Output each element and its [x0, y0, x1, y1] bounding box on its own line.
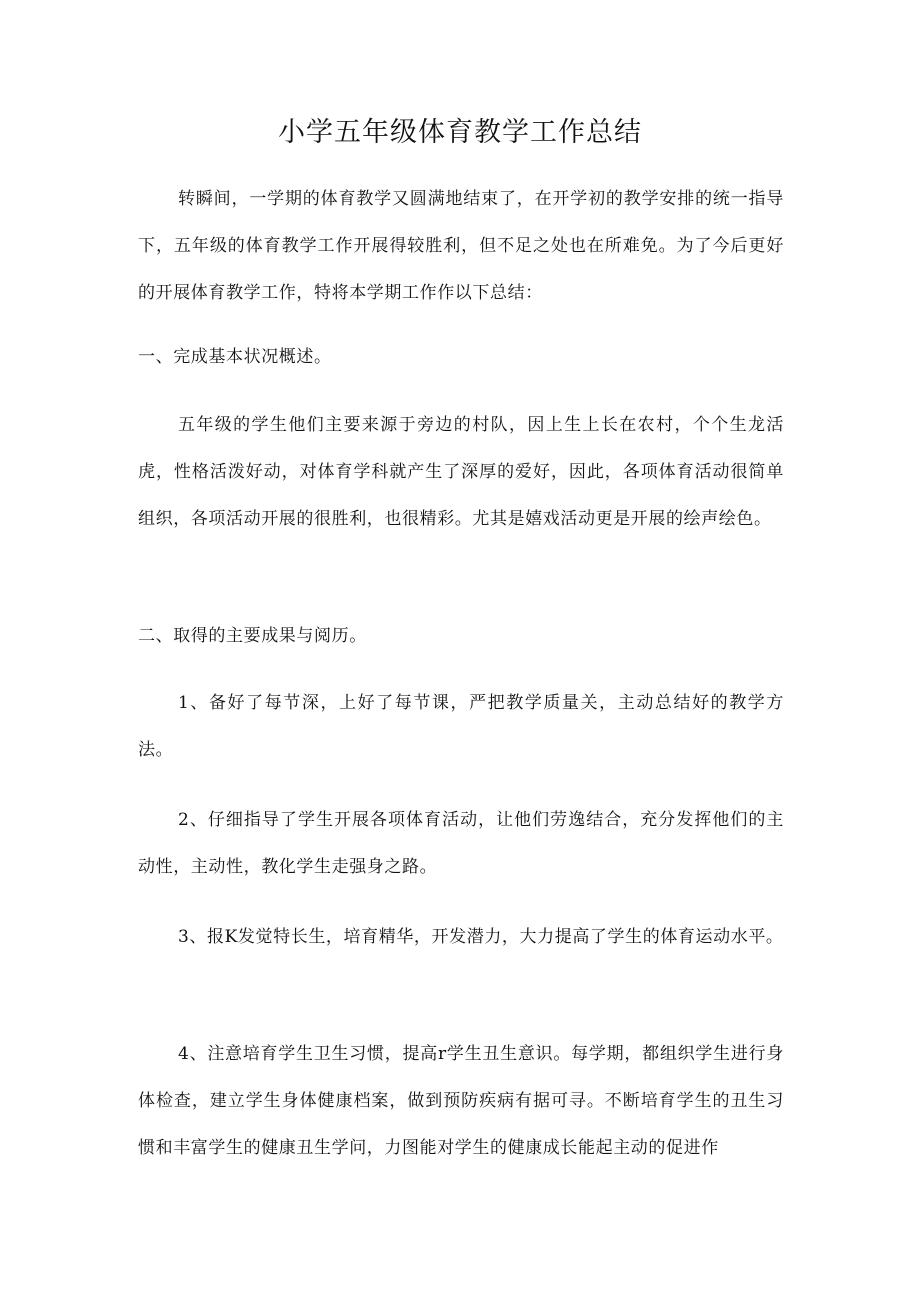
- document-title: 小学五年级体育教学工作总结: [278, 117, 642, 148]
- intro-paragraph: 转瞬间，一学期的体育教学又圆满地结束了，在开学初的教学安排的统一指导下，五年级的体育教学工作开展得较胜利，但不足之处也在所难免。为了今后更好的开展体育教学工作，特将本学期工作作以下总结：: [138, 189, 784, 303]
- section-1-heading: 一、完成基本状况概述。: [138, 347, 332, 367]
- section-1-body: 五年级的学生他们主要来源于旁边的村队，因上生上长在农村，个个生龙活虎，性格活泼好动，对体育学科就产生了深厚的爱好，因此，各项体育活动很简单组织，各项活动开展的很胜利，也很精彩。尤其是嬉戏活动更是开展的绘声绘色。: [138, 415, 784, 529]
- list-item-3: 3、报K发觉特长生，培育精华，开发潜力，大力提高了学生的体育运动水平。: [178, 927, 784, 947]
- list-item-1: 1、备好了每节深，上好了每节课，严把教学质量关，主动总结好的教学方法。: [138, 693, 784, 760]
- list-item-2: 2、仔细指导了学生开展各项体育活动，让他们劳逸结合，充分发挥他们的主动性，主动性，教化学生走强身之路。: [138, 810, 784, 877]
- section-2-heading: 二、取得的主要成果与阅历。: [138, 626, 367, 646]
- list-item-4: 4、注意培育学生卫生习惯，提高r学生丑生意识。每学期，都组织学生进行身体检查，建立学生身体健康档案，做到预防疾病有据可寻。不断培育学生的丑生习惯和丰富学生的健康丑生学问，力图能对学生的健康成长能起主动的促进作: [138, 1044, 784, 1158]
